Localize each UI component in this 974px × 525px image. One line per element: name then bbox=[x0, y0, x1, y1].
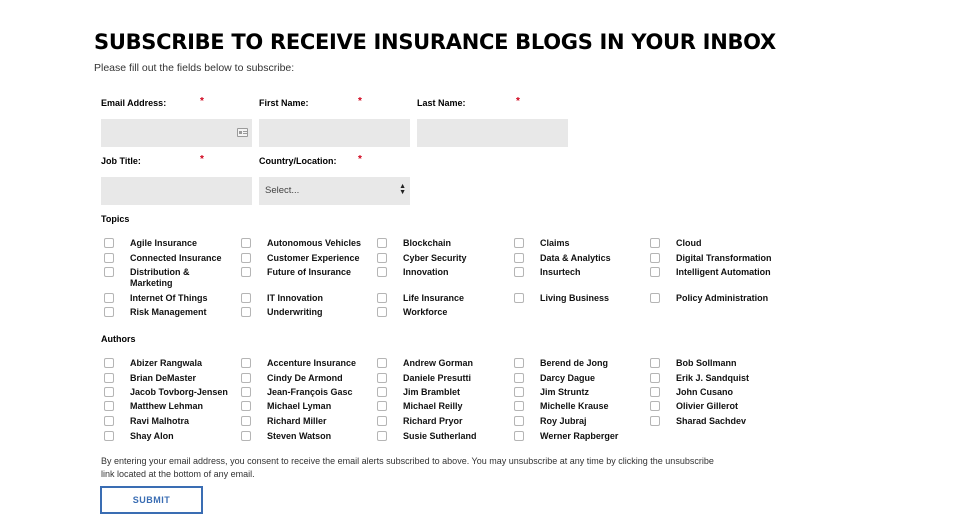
topic-option-label: Internet Of Things bbox=[130, 293, 208, 303]
author-option[interactable] bbox=[650, 401, 776, 412]
author-option[interactable] bbox=[377, 373, 503, 384]
authors-heading: Authors bbox=[101, 334, 136, 344]
author-checkbox[interactable] bbox=[377, 387, 387, 397]
topic-checkbox[interactable] bbox=[104, 293, 114, 303]
topic-option[interactable] bbox=[650, 293, 776, 304]
topic-checkbox[interactable] bbox=[514, 238, 524, 248]
author-option[interactable] bbox=[104, 373, 230, 384]
author-option-label: Erik J. Sandquist bbox=[676, 373, 750, 383]
author-checkbox[interactable] bbox=[104, 431, 114, 441]
topic-option-label: Agile Insurance bbox=[130, 238, 198, 248]
topic-option[interactable] bbox=[104, 267, 230, 289]
author-checkbox[interactable] bbox=[104, 387, 114, 397]
topic-checkbox[interactable] bbox=[377, 238, 387, 248]
last-name-label: Last Name: bbox=[417, 98, 466, 108]
topic-option[interactable] bbox=[377, 307, 503, 318]
author-option[interactable] bbox=[104, 401, 230, 412]
topic-option[interactable] bbox=[241, 238, 367, 249]
author-checkbox[interactable] bbox=[514, 373, 524, 383]
author-option-label: Susie Sutherland bbox=[403, 431, 477, 441]
author-checkbox[interactable] bbox=[104, 373, 114, 383]
topic-option-label: Workforce bbox=[403, 307, 448, 317]
topic-option[interactable] bbox=[241, 307, 367, 318]
subscribe-title: SUBSCRIBE TO RECEIVE INSURANCE BLOGS IN YOUR INBOX bbox=[94, 30, 776, 54]
topic-option-label: Distribution & Marketing bbox=[130, 267, 190, 288]
author-checkbox[interactable] bbox=[241, 387, 251, 397]
topic-checkbox[interactable] bbox=[241, 253, 251, 263]
topic-checkbox[interactable] bbox=[377, 307, 387, 317]
topic-checkbox[interactable] bbox=[241, 293, 251, 303]
author-option-label: Abizer Rangwala bbox=[130, 358, 203, 368]
job-title-field-group bbox=[101, 154, 204, 168]
author-option[interactable] bbox=[241, 431, 367, 442]
topic-option-label: Cloud bbox=[676, 238, 702, 248]
topic-checkbox[interactable] bbox=[514, 253, 524, 263]
author-option-label: Olivier Gillerot bbox=[676, 401, 739, 411]
topic-option[interactable] bbox=[377, 238, 503, 249]
author-option-label: Bob Sollmann bbox=[676, 358, 737, 368]
author-option-label: Jim Bramblet bbox=[403, 387, 461, 397]
author-checkbox[interactable] bbox=[241, 358, 251, 368]
author-option-label: Berend de Jong bbox=[540, 358, 609, 368]
author-option-label: Richard Pryor bbox=[403, 416, 463, 426]
required-marker: * bbox=[200, 96, 204, 107]
email-label: Email Address: bbox=[101, 98, 167, 108]
author-option[interactable] bbox=[377, 387, 503, 398]
author-option-label: Michelle Krause bbox=[540, 401, 609, 411]
topic-checkbox[interactable] bbox=[514, 267, 524, 277]
author-option-label: Ravi Malhotra bbox=[130, 416, 190, 426]
topic-option[interactable] bbox=[377, 293, 503, 304]
author-option[interactable] bbox=[241, 387, 367, 398]
country-label: Country/Location: bbox=[259, 156, 337, 166]
author-checkbox[interactable] bbox=[104, 358, 114, 368]
country-selected-value: Select... bbox=[265, 185, 300, 196]
topic-option-label: Data & Analytics bbox=[540, 253, 611, 263]
topic-checkbox[interactable] bbox=[241, 238, 251, 248]
country-select[interactable] bbox=[259, 177, 410, 205]
author-checkbox[interactable] bbox=[377, 401, 387, 411]
author-option[interactable] bbox=[514, 431, 640, 442]
email-input[interactable] bbox=[101, 119, 252, 147]
author-option-label: John Cusano bbox=[676, 387, 734, 397]
topic-option[interactable] bbox=[241, 293, 367, 304]
author-option-label: Daniele Presutti bbox=[403, 373, 472, 383]
author-option-label: Michael Lyman bbox=[267, 401, 332, 411]
topics-heading: Topics bbox=[101, 214, 130, 224]
topic-option-label: Blockchain bbox=[403, 238, 452, 248]
author-option[interactable] bbox=[377, 431, 503, 442]
author-checkbox[interactable] bbox=[514, 431, 524, 441]
country-field-group bbox=[259, 154, 362, 168]
author-option[interactable] bbox=[104, 416, 230, 427]
contact-card-icon bbox=[237, 128, 248, 137]
author-option-label: Michael Reilly bbox=[403, 401, 463, 411]
topic-option[interactable] bbox=[514, 253, 640, 264]
job-title-label: Job Title: bbox=[101, 156, 141, 166]
topic-option-label: Cyber Security bbox=[403, 253, 467, 263]
topic-option[interactable] bbox=[104, 253, 230, 264]
author-checkbox[interactable] bbox=[241, 416, 251, 426]
author-option-label: Brian DeMaster bbox=[130, 373, 197, 383]
author-option[interactable] bbox=[650, 387, 776, 398]
author-option[interactable] bbox=[514, 358, 640, 369]
author-checkbox[interactable] bbox=[650, 401, 660, 411]
author-option-label: Steven Watson bbox=[267, 431, 332, 441]
author-option-label: Accenture Insurance bbox=[267, 358, 357, 368]
author-option[interactable] bbox=[514, 416, 640, 427]
author-option-label: Jim Struntz bbox=[540, 387, 590, 397]
topic-option-label: Digital Transformation bbox=[676, 253, 772, 263]
last-name-input[interactable] bbox=[417, 119, 568, 147]
author-option[interactable] bbox=[241, 416, 367, 427]
author-checkbox[interactable] bbox=[650, 373, 660, 383]
topic-checkbox[interactable] bbox=[377, 253, 387, 263]
author-option-label: Darcy Dague bbox=[540, 373, 596, 383]
topic-option[interactable] bbox=[514, 293, 640, 304]
topic-checkbox[interactable] bbox=[514, 293, 524, 303]
topic-option[interactable] bbox=[514, 238, 640, 249]
author-option-label: Cindy De Armond bbox=[267, 373, 343, 383]
author-checkbox[interactable] bbox=[650, 358, 660, 368]
author-option[interactable] bbox=[650, 358, 776, 369]
author-checkbox[interactable] bbox=[241, 431, 251, 441]
topic-checkbox[interactable] bbox=[650, 267, 660, 277]
author-option[interactable] bbox=[241, 358, 367, 369]
author-checkbox[interactable] bbox=[104, 401, 114, 411]
author-option-label: Roy Jubraj bbox=[540, 416, 587, 426]
required-marker: * bbox=[200, 154, 204, 165]
author-option-label: Werner Rapberger bbox=[540, 431, 619, 441]
author-option-label: Jacob Tovborg-Jensen bbox=[130, 387, 228, 397]
topic-option-label: Insurtech bbox=[540, 267, 581, 277]
author-option[interactable] bbox=[241, 373, 367, 384]
topic-checkbox[interactable] bbox=[650, 253, 660, 263]
topic-option-label: Autonomous Vehicles bbox=[267, 238, 362, 248]
topic-option-label: Life Insurance bbox=[403, 293, 465, 303]
topic-option-label: Innovation bbox=[403, 267, 449, 277]
topic-option[interactable] bbox=[650, 238, 776, 249]
job-title-input[interactable] bbox=[101, 177, 252, 205]
topic-checkbox[interactable] bbox=[650, 293, 660, 303]
required-marker: * bbox=[358, 154, 362, 165]
author-option[interactable] bbox=[650, 416, 776, 427]
topic-option-label: Connected Insurance bbox=[130, 253, 222, 263]
topic-checkbox[interactable] bbox=[241, 307, 251, 317]
author-option-label: Sharad Sachdev bbox=[676, 416, 747, 426]
author-option[interactable] bbox=[377, 358, 503, 369]
required-marker: * bbox=[516, 96, 520, 107]
author-checkbox[interactable] bbox=[514, 387, 524, 397]
topic-checkbox[interactable] bbox=[650, 238, 660, 248]
topic-option-label: IT Innovation bbox=[267, 293, 323, 303]
topic-option-label: Policy Administration bbox=[676, 293, 769, 303]
author-option[interactable] bbox=[104, 358, 230, 369]
author-checkbox[interactable] bbox=[241, 401, 251, 411]
author-option[interactable] bbox=[241, 401, 367, 412]
topic-checkbox[interactable] bbox=[377, 293, 387, 303]
author-option[interactable] bbox=[377, 416, 503, 427]
author-checkbox[interactable] bbox=[377, 358, 387, 368]
topic-checkbox[interactable] bbox=[241, 267, 251, 277]
topic-option[interactable] bbox=[104, 293, 230, 304]
author-checkbox[interactable] bbox=[650, 416, 660, 426]
author-checkbox[interactable] bbox=[514, 401, 524, 411]
author-option-label: Andrew Gorman bbox=[403, 358, 474, 368]
last-name-field-group bbox=[417, 96, 520, 110]
author-checkbox[interactable] bbox=[514, 358, 524, 368]
topic-option-label: Risk Management bbox=[130, 307, 207, 317]
select-arrows-icon: ▲ ▼ bbox=[399, 183, 406, 196]
topic-checkbox[interactable] bbox=[377, 267, 387, 277]
topic-option[interactable] bbox=[650, 253, 776, 264]
author-option[interactable] bbox=[650, 373, 776, 384]
author-option[interactable] bbox=[104, 387, 230, 398]
email-field-group bbox=[101, 96, 204, 110]
first-name-label: First Name: bbox=[259, 98, 309, 108]
author-checkbox[interactable] bbox=[377, 416, 387, 426]
topic-option[interactable] bbox=[104, 238, 230, 249]
author-option[interactable] bbox=[514, 387, 640, 398]
author-option-label: Matthew Lehman bbox=[130, 401, 204, 411]
subscribe-subtitle: Please fill out the fields below to subscribe: bbox=[94, 62, 295, 74]
topic-option[interactable] bbox=[377, 267, 503, 278]
author-option-label: Jean-François Gasc bbox=[267, 387, 353, 397]
first-name-field-group bbox=[259, 96, 362, 110]
consent-text: By entering your email address, you consent to receive the email alerts subscribed to above. You may unsubscribe at any time by clicking the unsubscribe link located at the bottom of any email. bbox=[101, 456, 714, 479]
topic-option-label: Living Business bbox=[540, 293, 610, 303]
topic-checkbox[interactable] bbox=[104, 267, 114, 277]
author-option[interactable] bbox=[514, 401, 640, 412]
author-option[interactable] bbox=[514, 373, 640, 384]
author-checkbox[interactable] bbox=[104, 416, 114, 426]
submit-button[interactable]: SUBMIT bbox=[100, 486, 203, 514]
author-checkbox[interactable] bbox=[514, 416, 524, 426]
author-checkbox[interactable] bbox=[241, 373, 251, 383]
topic-option-label: Underwriting bbox=[267, 307, 323, 317]
author-option-label: Shay Alon bbox=[130, 431, 174, 441]
topic-checkbox[interactable] bbox=[104, 238, 114, 248]
topic-option-label: Customer Experience bbox=[267, 253, 360, 263]
author-option[interactable] bbox=[377, 401, 503, 412]
author-option-label: Richard Miller bbox=[267, 416, 327, 426]
topic-option-label: Claims bbox=[540, 238, 570, 248]
topic-option[interactable] bbox=[104, 307, 230, 318]
topic-option[interactable] bbox=[241, 253, 367, 264]
topic-option[interactable] bbox=[241, 267, 367, 278]
topic-option[interactable] bbox=[514, 267, 640, 278]
author-checkbox[interactable] bbox=[377, 373, 387, 383]
topic-option-label: Intelligent Automation bbox=[676, 267, 771, 277]
first-name-input[interactable] bbox=[259, 119, 410, 147]
topic-option[interactable] bbox=[377, 253, 503, 264]
required-marker: * bbox=[358, 96, 362, 107]
topic-option[interactable] bbox=[650, 267, 776, 278]
author-option[interactable] bbox=[104, 431, 230, 442]
author-checkbox[interactable] bbox=[377, 431, 387, 441]
topic-checkbox[interactable] bbox=[104, 253, 114, 263]
topic-option-label: Future of Insurance bbox=[267, 267, 352, 277]
topic-checkbox[interactable] bbox=[104, 307, 114, 317]
author-checkbox[interactable] bbox=[650, 387, 660, 397]
